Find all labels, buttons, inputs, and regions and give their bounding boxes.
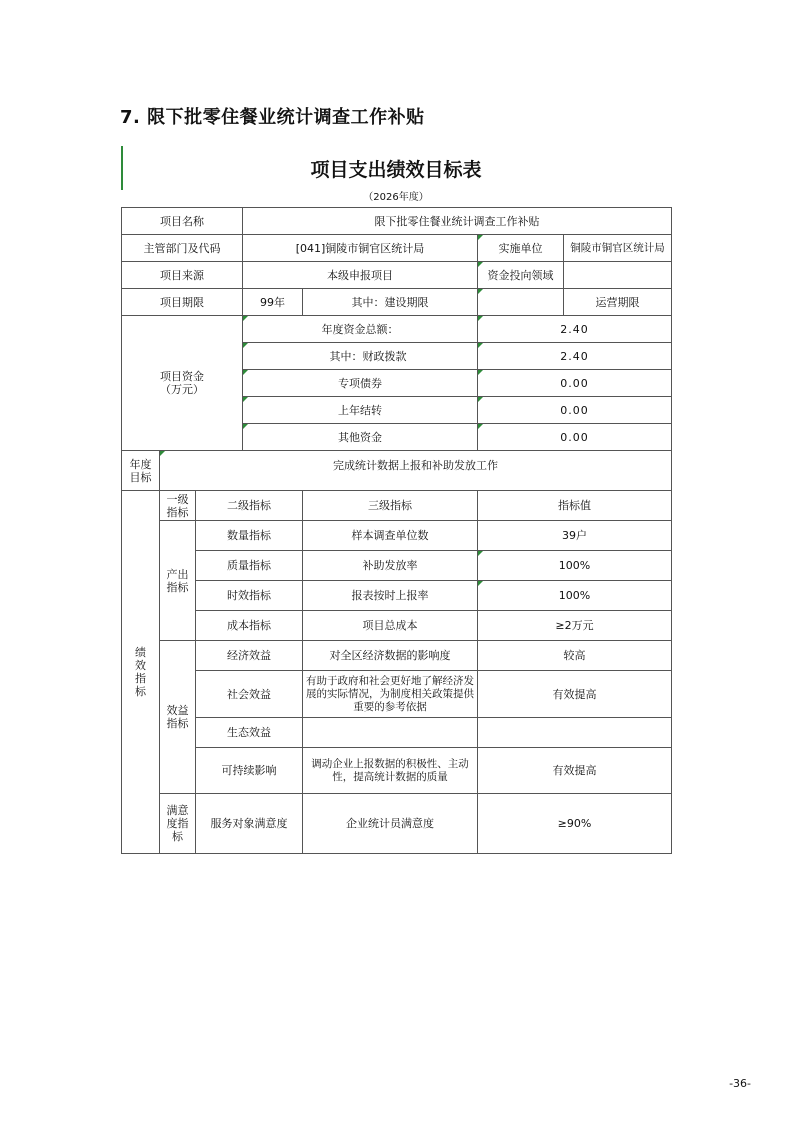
- satisfaction-label-line: 满意: [166, 804, 189, 817]
- section-title: 7. 限下批零住餐业统计调查工作补贴: [120, 107, 425, 128]
- performance-indicator-label: [122, 491, 160, 854]
- fund-item-label: 年度资金总额：: [243, 316, 478, 343]
- department-value: [041]铜陵市铜官区统计局: [243, 235, 478, 262]
- fund-item-label: 其中：财政拨款: [243, 343, 478, 370]
- perf-char: 绩: [135, 646, 146, 659]
- level2-cell: 质量指标: [196, 551, 303, 581]
- row-output-cost: [122, 611, 672, 641]
- value-cell: 100%: [478, 551, 672, 581]
- fund-item-value: 0.00: [478, 370, 672, 397]
- impl-unit-label: 实施单位: [478, 235, 564, 262]
- benefit-indicator-label: [160, 641, 196, 794]
- row-department: [122, 235, 672, 262]
- performance-target-sheet: [121, 146, 671, 859]
- level3-cell: 企业统计员满意度: [303, 794, 478, 854]
- fund-item-value: 2.40: [478, 316, 672, 343]
- funds-label-line1: 项目资金: [160, 370, 204, 383]
- row-indicator-header: [122, 491, 672, 521]
- form-title: 项目支出绩效目标表: [310, 159, 482, 181]
- impl-unit-value: 铜陵市铜官区统计局: [564, 235, 672, 262]
- level2-cell: 时效指标: [196, 581, 303, 611]
- level3-cell: 样本调查单位数: [303, 521, 478, 551]
- annual-goal-value: 完成统计数据上报和补助发放工作: [160, 451, 672, 491]
- satisfaction-label-line: 标: [172, 830, 183, 843]
- fund-direction-label: 资金投向领域: [478, 262, 564, 289]
- performance-table: [121, 207, 672, 854]
- row-benefit-social: [122, 671, 672, 718]
- period-value: 99年: [243, 289, 303, 316]
- funds-label-line2: （万元）: [160, 383, 204, 396]
- page-number: -36-: [729, 1077, 751, 1090]
- satisfaction-indicator-label: [160, 794, 196, 854]
- department-label: 主管部门及代码: [122, 235, 243, 262]
- row-satisfaction: [122, 794, 672, 854]
- construction-value: [478, 289, 564, 316]
- form-year: （2026年度）: [363, 192, 429, 203]
- row-benefit-ecological: [122, 718, 672, 748]
- level2-cell: 数量指标: [196, 521, 303, 551]
- benefit-label-line1: 效益: [166, 704, 189, 717]
- level1-header: [160, 491, 196, 521]
- satisfaction-label-line: 度指: [166, 817, 189, 830]
- level2-header: 二级指标: [196, 491, 303, 521]
- level2-cell: 经济效益: [196, 641, 303, 671]
- value-header: 指标值: [478, 491, 672, 521]
- source-label: 项目来源: [122, 262, 243, 289]
- operation-label: 运营期限: [564, 289, 672, 316]
- benefit-label-line2: 指标: [166, 717, 189, 730]
- fund-item-label: 专项债券: [243, 370, 478, 397]
- level2-cell: 社会效益: [196, 671, 303, 718]
- level3-cell: [303, 718, 478, 748]
- row-source: [122, 262, 672, 289]
- row-annual-goal: [122, 451, 672, 491]
- fund-item-value: 0.00: [478, 424, 672, 451]
- level2-cell: 生态效益: [196, 718, 303, 748]
- level3-cell: 调动企业上报数据的积极性、主动性，提高统计数据的质量: [303, 748, 478, 794]
- row-benefit-sustainable: [122, 748, 672, 794]
- row-fund-total: [122, 316, 672, 343]
- fund-item-value: 0.00: [478, 397, 672, 424]
- perf-char: 指: [135, 672, 146, 685]
- value-cell: 100%: [478, 581, 672, 611]
- project-name-label: 项目名称: [122, 208, 243, 235]
- annual-goal-label-line2: 目标: [129, 470, 152, 484]
- value-cell: 39户: [478, 521, 672, 551]
- row-output-quality: [122, 551, 672, 581]
- level3-cell: 有助于政府和社会更好地了解经济发展的实际情况，为制度相关政策提供重要的参考依据: [303, 671, 478, 718]
- value-cell: ≥2万元: [478, 611, 672, 641]
- row-period: [122, 289, 672, 316]
- value-cell: 较高: [478, 641, 672, 671]
- level3-cell: 对全区经济数据的影响度: [303, 641, 478, 671]
- row-output-timeliness: [122, 581, 672, 611]
- perf-char: 标: [135, 685, 146, 698]
- value-cell: ≥90%: [478, 794, 672, 854]
- level2-cell: 成本指标: [196, 611, 303, 641]
- level1-header-line2: 指标: [166, 505, 189, 519]
- perf-char: 效: [135, 659, 146, 672]
- fund-item-label: 其他资金: [243, 424, 478, 451]
- value-cell: 有效提高: [478, 748, 672, 794]
- construction-label: 其中：建设期限: [303, 289, 478, 316]
- fund-item-value: 2.40: [478, 343, 672, 370]
- level2-cell: 服务对象满意度: [196, 794, 303, 854]
- row-output-quantity: [122, 521, 672, 551]
- source-value: 本级申报项目: [243, 262, 478, 289]
- output-label-line1: 产出: [166, 567, 189, 581]
- value-cell: [478, 718, 672, 748]
- fund-item-label: 上年结转: [243, 397, 478, 424]
- period-label: 项目期限: [122, 289, 243, 316]
- annual-goal-label-line1: 年度: [129, 457, 152, 471]
- output-indicator-label: [160, 521, 196, 641]
- level2-cell: 可持续影响: [196, 748, 303, 794]
- fund-direction-value: [564, 262, 672, 289]
- row-benefit-economic: [122, 641, 672, 671]
- row-project-name: [122, 208, 672, 235]
- funds-label: [122, 316, 243, 451]
- annual-goal-label: [122, 451, 160, 491]
- level3-header: 三级指标: [303, 491, 478, 521]
- level3-cell: 项目总成本: [303, 611, 478, 641]
- output-label-line2: 指标: [166, 580, 189, 594]
- project-name-value: 限下批零住餐业统计调查工作补贴: [243, 208, 672, 235]
- level3-cell: 补助发放率: [303, 551, 478, 581]
- value-cell: 有效提高: [478, 671, 672, 718]
- level1-header-line1: 一级: [166, 492, 189, 506]
- level3-cell: 报表按时上报率: [303, 581, 478, 611]
